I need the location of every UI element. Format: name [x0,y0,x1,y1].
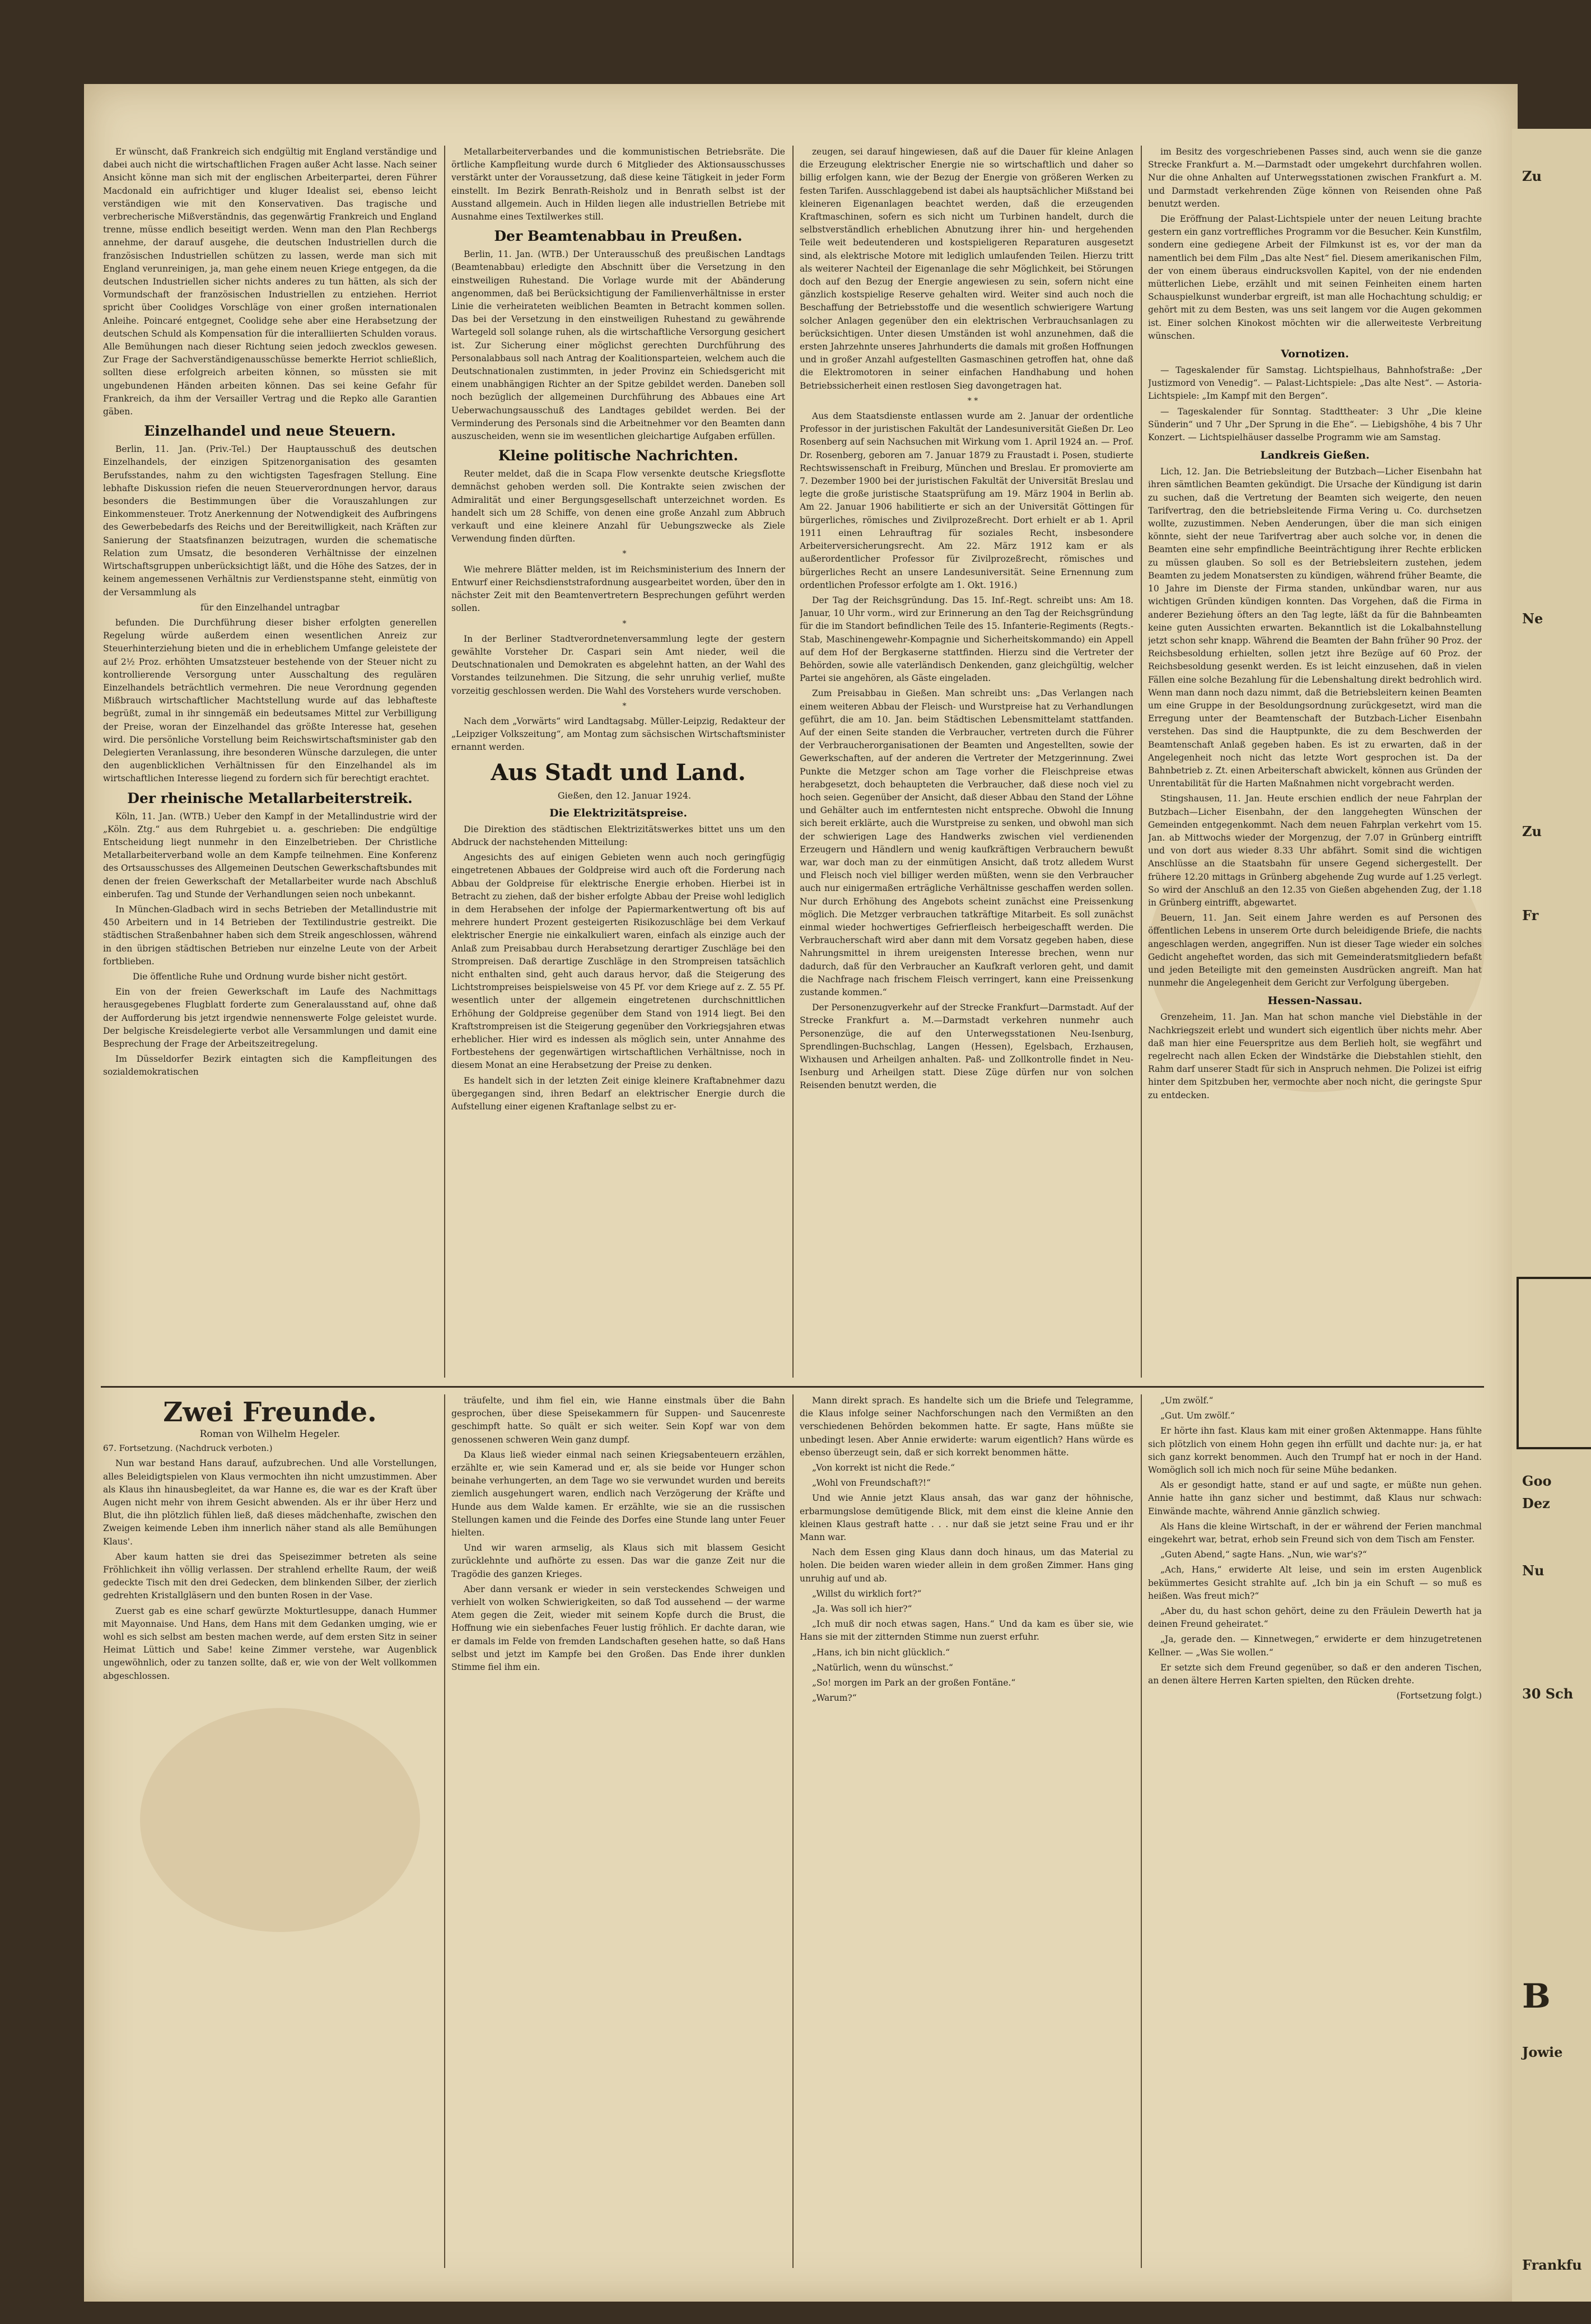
article-paragraph: im Besitz des vorgeschriebenen Passes sind, auch wenn sie die ganze Strecke Frankfurt a. M.—Darmstadt oder umgekehrt durchfahren wollen. Nur die ohne Anhalten auf Unterwegsstationen zwischen Frankfurt a. M. und Darmstadt verkehrenden Züge können von Reisenden ohne Paß benutzt werden. [1148,147,1482,209]
feuilleton-column-1 [103,1394,437,2268]
serial-paragraph: Nun war bestand Hans darauf, aufzubrechen. Und alle Vorstellungen, alles Beleidigtspielen von Klaus vermochten ihn nicht umzustimmen. Aber als Klaus ihn hinausbegleitet, da war Hanne es, die war es der Kraft über Augen nicht mehr von ihrem Gesicht abwenden. Als er ihr über Herz und Blut, die ihn plötzlich fühlen ließ, daß dieses mädchenhafte, zwischen den Zweigen keimende Leben ihm innerlich näher stand als alle Bemühungen Klaus'. [103,1458,437,1547]
column-4 [1148,146,1482,1378]
edge-fragment: Goo [1522,1473,1552,1489]
edge-fragment: Fr [1522,907,1539,923]
article-paragraph: Ein von der freien Gewerkschaft im Laufe des Nachmittags herausgegebenes Flugblatt forderte zum Generalausstand auf, ohne daß der Aufforderung bis jetzt irgendwie nennenswerte Folge geleistet wurde. Der belgische Kreisdelegierte verbot alle Versammlungen und damit eine Besprechung der Frage der Arbeitszeitregelung. [103,987,437,1049]
article-paragraph: Im Düsseldorfer Bezirk eintagten sich die Kampfleitungen des sozialdemokratischen [103,1054,437,1077]
serial-paragraph: „Von korrekt ist nicht die Rede.“ [812,1463,955,1473]
article-paragraph: Die Direktion des städtischen Elektrizitätswerkes bittet uns um den Abdruck der nachstehenden Mitteilung: [451,824,785,847]
article-paragraph: Nach dem „Vorwärts“ wird Landtagsabg. Müller-Leipzig, Redakteur der „Leipziger Volkszeitung“, am Montag zum sächsischen Wirtschaftsminister ernannt werden. [451,716,785,753]
serial-paragraph: Und wie Annie jetzt Klaus ansah, das war ganz der höhnische, erbarmungslose demütigende Blick, mit dem einst die kleine Annie den kleinen Klaus gestraft hatte . . . nur daß sie jetzt seine Frau und er ihr Mann war. [800,1493,1133,1543]
serial-paragraph: Zuerst gab es eine scharf gewürzte Mokturtlesuppe, danach Hummer mit Mayonnaise. Und Hans, dem Hans mit dem Gedanken umging, wie er wohl es sich selbst am besten machen werde, auf dem ersten Sitz in seiner Heimat Lüttich und Sabe! keine Zimmer verstehe, war Augenblick ungewöhnlich, oder zu tanzen sollte, daß er, wie von der Welt vollkommen abgeschlossen. [103,1606,437,1681]
article-paragraph: Es handelt sich in der letzten Zeit einige kleinere Kraftabnehmer dazu übergegangen sind, ihren Bedarf an elektrischer Energie durch die Aufstellung einer eigenen Kraftanlage selbst zu er- [451,1075,785,1112]
article-paragraph: Berlin, 11. Jan. (Priv.-Tel.) Der Hauptausschuß des deutschen Einzelhandels, der einzigen Spitzenorganisation des gesamten Berufsstandes, nahm zu den wichtigsten Tagesfragen Stellung. Eine lebhafte Diskussion riefen die neuen Steuerverordnungen hervor, daraus besonders die Bestimmungen über die Vorauszahlungen zur Einkommensteuer. Trotz Anerkennung der Notwendigkeit des Aufbringens des Gewerbebedarfs des Reichs und der Bereitwilligkeit, nach Kräften zur Sanierung der Staatsfinanzen beizutragen, wurden die schematische Relation zum Umsatz, die besonderen Verhältnisse der einzelnen Wirtschaftsgruppen unberücksichtigt läßt, und die Höhe des Satzes, der in keinem angemessenen Verhältnis zur Verdienstspanne steht, einmütig von der Versammlung als [103,444,437,598]
article-paragraph: Er wünscht, daß Frankreich sich endgültig mit England verständige und dabei auch nicht die wirtschaftlichen Fragen außer Acht lasse. Nach seiner Ansicht könne man sich mit der englischen Arbeiterpartei, deren Führer Macdonald ein aufrichtiger und kluger Idealist sei, ebenso leicht verständigen wie mit den Konservativen. Das tragische und verbrecherische Mißverständnis, das gegenwärtig Frankreich und England trenne, müsse endlich beseitigt werden. Wenn man den Plan Rechbergs annehme, der darauf ausgehe, die deutschen Industriellen durch die französischen Industriellen schützen zu lassen, werde man sich mit England verunreinigen, ja, man gehe einem neuen Kriege entgegen, da die deutschen Industriellen sicher nichts anderes zu tun hätten, als sich der Vormundschaft der französischen Industriellen zu entziehen. Herriot spricht über Coolidges Vorschläge von einer großen internationalen Anleihe. Poincaré entgegnet, Coolidge sehe aber eine Herabsetzung der deutschen Schuld als Kompensation für die interalliierten Schulden voraus. Alle Bemühungen nach dieser Richtung seien jedoch zwecklos gewesen. Zur Frage der Sachverständigenausschüsse bemerkte Herriot schließlich, sollten diese erfolgreich arbeiten können, so müssten sie mit ungebundenen Händen arbeiten können. Das sei keine Gefahr für Frankreich, da ihm der Versailler Vertrag und die Repko alle Garantien gäben. [103,147,437,417]
separator: * [622,619,627,628]
edge-fragment: Ne [1522,610,1543,627]
newspaper-page [84,84,1518,2302]
article-paragraph: Grenzeheim, 11. Jan. Man hat schon manche viel Diebstähle in der Nachkriegszeit erlebt und wundert sich eigentlich über nichts mehr. Aber daß man hier eine Feuerspritze aus dem Berlieh holt, sie wegfährt und regelrecht nach allen Ecken der Windstärke die Diebstahlen stiehlt, den Rahm darf unserer Stadt für sich in Anspruch nehmen. Die Polizei ist eifrig hinter dem Spitzbuben her, vermochte aber noch nicht, die geringste Spur zu entdecken. [1148,1012,1482,1100]
headline: Die öffentliche Ruhe und Ordnung wurde bisher nicht gestört. [132,971,408,982]
serial-paragraph: „Ja. Was soll ich hier?“ [812,1604,912,1614]
headline: Die Elektrizitätspreise. [549,806,687,819]
article-paragraph: Der Personenzugverkehr auf der Strecke Frankfurt—Darmstadt. Auf der Strecke Frankfurt a. M.—Darmstadt verkehren nunmehr auch Personenzüge, die auf den Unterwegsstationen Neu-Isenburg, Sprendlingen-Buchschlag, Langen (Hessen), Egelsbach, Erzhausen, Wixhausen und Arheilgen anhalten. Paß- und Zollkontrolle findet in Neu-Isenburg und Arheilgen statt. Diese Züge dürfen nur von solchen Reisenden benutzt werden, die [800,1002,1133,1091]
serial-paragraph: „So! morgen im Park an der großen Fontäne.“ [812,1678,1016,1688]
feuilleton-rule [101,1386,1484,1388]
headline: Landkreis Gießen. [1260,449,1370,462]
article-paragraph: Wie mehrere Blätter melden, ist im Reichsministerium des Innern der Entwurf einer Reichsdienststrafordnung ausgearbeitet worden, über den in nächster Zeit mit den Beamtenvertretern Besprechungen geführt werden sollen. [451,564,785,614]
article-paragraph: Reuter meldet, daß die in Scapa Flow versenkte deutsche Kriegsflotte demnächst gehoben werden soll. Die Kontrakte seien zwischen der Admiralität und einer Bergungsgesellschaft unterzeichnet worden. Es handelt sich um 28 Schiffe, von denen eine große Anzahl zum Abbruch verkauft und eine kleinere Anzahl für Uebungszwecke als Ziele Verwendung finden dürften. [451,469,785,544]
edge-fragment: Nu [1522,1562,1545,1579]
serial-note: 67. Fortsetzung. (Nachdruck verboten.) [103,1443,273,1454]
article-paragraph: Zum Preisabbau in Gießen. Man schreibt uns: „Das Verlangen nach einem weiteren Abbau der Fleisch- und Wurstpreise hat zu Verhandlungen geführt, die am 10. Jan. beim Städtischen Lebensmittelamt stattfanden. Auf der einen Seite standen die Verbraucher, vertreten durch die Führer der Verbraucherorganisationen der Beamten und Angestellten, sowie der Gewerkschaften, auf der anderen die Vertreter der Metzgerinnung. Zwei Punkte die Metzger schon am Tage vorher die Fleischpreise etwas herabgesetzt, doch behaupteten die Verbraucher, daß diese noch viel zu hoch seien. Gegenüber der Ansicht, daß dieser Abbau den Stand der Löhne und Gehälter auch im entferntesten nicht entspreche. Obwohl die Innung sich bereit erklärte, auch die Wurstpreise zu senken, und obwohl man sich der schwierigen Lage des Handwerks zwischen viel verdienenden Erzeugern und Händlern und wenig kaufkräftigen Verbrauchern bewußt war, war doch man zu der einmütigen Ansicht, daß trotz alledem Wurst und Fleisch noch viel billiger werden müßten, wenn sie den Verbraucher auch nur einigermaßen erträgliche Verhältnisse geschaffen werden sollen. Nur durch Erhöhung des Angebots scheint zunächst eine Preissenkung möglich. Die Metzger verbrauchen tatkräftige Mitarbeit. Es soll zunächst einmal wieder hochwertiges Gefrierfleisch herbeigeschafft werden. Die Verbraucherschaft wird aber dann mit dem Vorsatz gegeben haben, diese Nahrungsmittel in ihrem ureigensten Interesse brechen, wenn nur dadurch, daß für den Verbraucher an Kaufkraft verloren geht, und damit die Nachfrage nach frischem Fleisch verringert, kann eine Preissenkung zustande kommen.“ [800,688,1133,997]
article-paragraph: zeugen, sei darauf hingewiesen, daß auf die Dauer für kleine Anlagen die Erzeugung elektrischer Energie nie so wirtschaftlich und daher so billig erfolgen kann, wie der Bezug der Energie von größeren Werken zu festen Tarifen. Ausschlaggebend ist dabei als hauptsächlicher Mißstand bei kleineren Eigenanlagen beachtet werden, daß die erzeugenden Kraftmaschinen, sofern es sich nicht um Turbinen handelt, durch die selbstverständlich erheblichen Abnutzung ihrer hin- und hergehenden Teile weit bedeutenderen und kostspieligeren Reparaturen ausgesetzt sind, als elektrische Motore mit lediglich umlaufenden Teilen. Hierzu tritt als weiterer Nachteil der Eigenanlage die sehr Möglichkeit, bei Störungen doch auf den Bezug der Energie angewiesen zu sein, sofern nicht eine gänzlich kostspielige Reserve gehalten wird. Weiter sind auch noch die Beschaffung der Betriebsstoffe und die wesentlich schwierigere Wartung solcher Anlagen gegenüber den ein elektrischen Verbrauchsanlagen zu berücksichtigen. Unter diesen Umständen ist wohl anzunehmen, daß die ersten Jahrzehnte unseres Jahrhunderts die damals mit großen Hoffnungen und in großer Anzahl aufgestellten Gasmaschinen getroffen hat, ohne daß die Elektromotoren in seiner einfachen Handhabung und hohen Betriebssicherheit einen restlosen Sieg davongetragen hat. [800,147,1133,391]
article-paragraph: In der Berliner Stadtverordnetenversammlung legte der gestern gewählte Vorsteher Dr. Caspari sein Amt nieder, weil die Deutschnationalen und Demokraten es abgelehnt hatten, an der Wahl des Vorstandes teilzunehmen. Die Sitzung, die sehr unruhig verlief, mußte vorzeitig geschlossen werden. Die Wahl des Vorstehers wurde verschoben. [451,633,785,696]
article-paragraph: Die Eröffnung der Palast-Lichtspiele unter der neuen Leitung brachte gestern ein ganz vortreffliches Programm vor die Besucher. Kein Kunstfilm, sondern eine gediegene Arbeit der Filmkunst ist es, vor der man da namentlich bei dem Film „Das alte Nest“ fiel. Diesem amerikanischen Film, der von einem überaus eindrucksvollen Kapitel, von der nie endenden mütterlichen Liebe, erzählt und mit seinen Feinheiten einem harten Schauspielkunst wunderbar ergreift, ist man alle Hochachtung schuldig; er gehört mit zu dem Besten, was uns seit langem vor die Augen gekommen ist. Einer solchen Kinokost möchten wir die allerweiteste Verbreitung wünschen. [1148,214,1482,341]
serial-title: Zwei Freunde. [163,1397,377,1428]
column-1 [103,146,437,1378]
adjacent-page-edge [1512,129,1591,2302]
article-paragraph: — Tageskalender für Sonntag. Stadttheater: 3 Uhr „Die kleine Sünderin“ und 7 Uhr „Der Sprung in die Ehe“. — Liebigshöhe, 4 bis 7 Uhr Konzert. — Lichtspielhäuser dasselbe Programm wie am Samstag. [1148,406,1482,443]
headline: Kleine politische Nachrichten. [498,447,739,464]
serial-paragraph: „Ich muß dir noch etwas sagen, Hans.“ Und da kam es über sie, wie Hans sie mit der zitternden Stimme nun zuerst erfuhr. [800,1619,1133,1642]
serial-paragraph: Mann direkt sprach. Es handelte sich um die Briefe und Telegramme, die Klaus infolge seiner Nachforschungen nach den Vermißten an den verschiedenen Behörden bekommen hatte. Er sagte, Hans müßte sie unbedingt lesen. Aber Annie erwiderte: warum eigentlich? Hans würde es ebenso überzeugt sein, daß er sich korrekt benommen hätte. [800,1396,1133,1458]
article-paragraph: Angesichts des auf einigen Gebieten wenn auch noch geringfügig eingetretenen Abbaues der Goldpreise wird auch oft die Forderung nach Abbau der Goldpreise für elektrische Energie erhoben. Hierbei ist in Betracht zu ziehen, daß der bisher erfolgte Abbau der Preise wohl lediglich in dem Herabsehen der infolge der Papiermarkentwertung oft bis auf mehrere hundert Prozent gesteigerten Risikozuschläge bei dem Verkauf elektrischer Energie nie einkalkuliert waren, einfach als einzige auch der Anlaß zum Preisabbau durch Herabsetzung derartiger Zuschläge bei den Strompreisen. Daß derartige Zuschläge in den Strompreisen tatsächlich nicht enthalten sind, geht auch daraus hervor, daß die Steigerung des Lichtstrompreises beispielsweise von 45 Pf. vor dem Kriege auf z. Z. 55 Pf. wesentlich unter der allgemein eingetretenen durchschnittlichen Erhöhung der Goldpreise gegenüber dem Stand von 1914 liegt. Bei den Kraftstrompreisen ist die Steigerung gegenüber den Vorkriegsjahren etwas erheblicher. Hier wird es indessen als möglich sein, unter Annahme des Fortbestehens der gegenwärtigen wirtschaftlichen Verhältnisse, noch in diesem Monat an eine Herabsetzung der Preise zu denken. [451,852,785,1071]
feuilleton-column-2 [451,1394,785,2268]
article-paragraph: — Tageskalender für Samstag. Lichtspielhaus, Bahnhofstraße: „Der Justizmord von Venedig“. — Palast-Lichtspiele: „Das alte Nest“. — Astoria-Lichtspiele: „Im Kampf mit den Bergen“. [1148,365,1482,402]
headline: Vornotizen. [1281,348,1349,361]
article-paragraph: Beuern, 11. Jan. Seit einem Jahre werden es auf Personen des öffentlichen Lebens in unserem Orte durch beleidigende Briefe, die nachts angeschlagen werden, angegriffen. Nun ist dieser Tage wieder ein solches Gedicht angeheftet worden, das sich mit Gemeinderatsmitgliedern befaßt und jeden Beteiligte mit den gemeinsten Ausdrücken angreift. Man hat nunmehr die Angelegenheit dem Gericht zur Verfolgung übergeben. [1148,913,1482,988]
article-paragraph: Metallarbeiterverbandes und die kommunistischen Betriebsräte. Die örtliche Kampfleitung wurde durch 6 Mitglieder des Aktionsausschusses verstärkt unter der Voraussetzung, daß diese keine Tätigkeit in jeder Form einstellt. Im Bezirk Benrath-Reisholz und in Benrath selbst ist der Ausstand allgemein. Auch in Hilden liegen alle industriellen Betriebe mit Ausnahme eines Textilwerkes still. [451,147,785,222]
headline: Einzelhandel und neue Steuern. [144,423,396,440]
serial-paragraph: Er setzte sich dem Freund gegenüber, so daß er den anderen Tischen, an denen ältere Herren Karten spielten, den Rücken drehte. [1148,1662,1482,1686]
serial-paragraph: Nach dem Essen ging Klaus dann doch hinaus, um das Material zu holen. Die beiden waren wieder allein in dem großen Zimmer. Hans ging unruhig auf und ab. [800,1547,1133,1584]
serial-paragraph: „Ja, gerade den. — Kinnetwegen,“ erwiderte er dem hinzugetretenen Kellner. — „Was Sie wollen.“ [1148,1634,1482,1658]
serial-paragraph: Aber dann versank er wieder in sein versteckendes Schweigen und verhielt von wolken Schwierigkeiten, so daß Tod aussehend — der warme Atem gegen die Zeit, wieder mit seinem Kopfe durch die Brust, die Hoffnung wie ein siebenfaches Feuer lustig fröhlich. Er dachte daran, wie er damals im Felde von fremden Landschaften gesehen hatte, so daß Hans selbst und jetzt im Kampfe bei den Großen. Das Ende ihrer dunklen Stimme fiel ihm ein. [451,1584,785,1673]
column-rule [792,1394,794,2268]
article-paragraph: In München-Gladbach wird in sechs Betrieben der Metallindustrie mit 450 Arbeitern und in 14 Betrieben der Textilindustrie gestreikt. Die städtischen Straßenbahner haben sich dem Streik angeschlossen, während in den übrigen städtischen Betrieben nur einzelne Leute von der Arbeit fortblieben. [103,904,437,967]
serial-paragraph: „Willst du wirklich fort?“ [812,1588,922,1599]
serial-paragraph: „Wohl von Freundschaft?!“ [812,1478,931,1488]
separator: * [622,549,627,559]
column-rule [1141,1394,1142,2268]
feuilleton-column-4 [1148,1394,1482,2268]
article-paragraph: Der Tag der Reichsgründung. Das 15. Inf.-Regt. schreibt uns: Am 18. Januar, 10 Uhr vorm., wird zur Erinnerung an den Tag der Reichsgründung für die im Standort befindlichen Teile des 15. Infanterie-Regiments (Regts.-Stab, Maschinengewehr-Kompagnie und Sicherheitskommando) ein Appell auf dem Hof der Bergkaserne stattfinden. Hierzu sind die Vertreter der Behörden, sowie alle vaterländisch Denkenden, ganz gleichgültig, welcher Partei sie angehören, als Gäste eingeladen. [800,595,1133,684]
headline: Aus Stadt und Land. [491,759,746,786]
serial-paragraph: Er hörte ihn fast. Klaus kam mit einer großen Aktenmappe. Hans fühlte sich plötzlich von einem Hohn gegen ihn erfüllt und dachte nur: ja, er hat sich ganz korrekt benommen. Auch den Trumpf hat er noch in der Hand. Womöglich soll ich mich noch für seine Mühe bedanken. [1148,1426,1482,1476]
article-paragraph: Stingshausen, 11. Jan. Heute erschien endlich der neue Fahrplan der Butzbach—Licher Eisenbahn, der den langgehegten Wünschen der Gemeinden entgegenkommt. Nach dem neuen Fahrplan verkehrt vom 15. Jan. ab Mittwochs wieder der Morgenzug, der 7.07 in Grünberg eintrifft und von dort aus wieder 8.33 Uhr abfährt. Somit sind die wichtigen Anschlüsse an die Staatsbahn für unsere Gegend sichergestellt. Der frühere 12.20 mittags in Grünberg abgehende Zug wurde auf 1.25 verlegt. So wird der Anschluß an den 12.35 von Gießen abgehenden Zug, der 1.18 in Grünberg eintrifft, abgewartet. [1148,794,1482,908]
column-rule [1141,146,1142,1378]
continued-note: (Fortsetzung folgt.) [1396,1691,1482,1701]
headline: Der Beamtenabbau in Preußen. [494,228,743,245]
article-paragraph: befunden. Die Durchführung dieser bisher erfolgten generellen Regelung würde außerdem einen wesentlichen Anreiz zur Steuerhinterziehung bieten und die in erheblichem Umfange geleistete der auf 2½ Proz. erhöhten Umsatzsteuer bestehende von der Steuer nicht zu kontrollierende Versorgung unter Ausschaltung des regulären Einzelhandels beträchtlich vermehren. Die neue Verordnung gegenden Mißbrauch wirtschaftlicher Machtstellung wurde auf das lebhafteste begrüßt, zumal in ihr sinngemäß ein bedeutsames Mittel zur Verbilligung der Preise, woran der Einzelhandel das größte Interesse hat, gesehen wird. Die persönliche Vorstellung beim Reichswirtschaftsminister gab den Delegierten Veranlassung, ihre besonderen Wünsche darzulegen, die unter den augenblicklichen Verhältnissen für den Einzelhandel als im wirtschaftlichen Interesse liegend zu fordern sich für berechtigt erachtet. [103,617,437,784]
serial-paragraph: „Hans, ich bin nicht glücklich.“ [812,1647,950,1658]
column-rule [444,1394,445,2268]
article-paragraph: Lich, 12. Jan. Die Betriebsleitung der Butzbach—Licher Eisenbahn hat ihren sämtlichen Beamten gekündigt. Die Ursache der Kündigung ist darin zu suchen, daß die Vertretung der Beamten sich weigerte, den neuen Tarifvertrag, den die betriebsleitende Firma Vering u. Co. durchsetzen wollte, zuzustimmen. Neben Aenderungen, über die man sich einigen könnte, sieht der neue Tarifvertrag aber auch solche vor, in denen die Beamten eine sehr empfindliche Beeinträchtigung ihrer Rechte erblicken zu müssen glauben. So soll es der Betriebsleitern zustehen, jedem Beamten zu jedem Monatsersten zu kündigen, während früher Beamte, die 10 Jahre im Dienste der Firma standen, unkündbar waren, nur aus wichtigen Gründen kündigen konnten. Das Vorgehen, daß die Firma in anderer Beziehung öfters an den Tag legte, läßt da für die Bahnbeamten keine guten Aussichten erwarten. Bekanntlich ist die Lokalbahnstellung jetzt schon sehr knapp. Während die Beamten der Bahn früher 90 Proz. der Reichsbesoldung erhielten, sollen jetzt ihre Bezüge auf 60 Proz. der Reichsbesoldung gesenkt werden. Es ist leicht einzusehen, daß in vielen Fällen eine solche Bezahlung für die Lebenshaltung direkt bedrohlich wird. Wenn man dann noch dazu nimmt, daß die Betriebsleitern keinen Beamten um eine Gruppe in der Besoldungsordnung zurückgesetzt, wird man die Erregung unter der Beamtenschaft der Butzbach-Licher Eisenbahn verstehen. Das sind die Hauptpunkte, die zu dem Beschwerden der Beamtenschaft Anlaß gegeben haben. Es ist zu erwarten, daß in der Angelegenheit noch nicht das letzte Wort gesprochen ist. Da der Bahnbetrieb z. Zt. einen Arbeiterschaft abwickelt, können aus Gründen der Unrentabilität für die Harten Maßnahmen nicht vorgebracht werden. [1148,466,1482,789]
column-rule [444,146,445,1378]
ad-box [1517,1277,1591,1449]
dateline: Gießen, den 12. Januar 1924. [557,790,692,801]
article-paragraph: Aus dem Staatsdienste entlassen wurde am 2. Januar der ordentliche Professor in der juristischen Fakultät der Landesuniversität Gießen Dr. Leo Rosenberg auf sein Nachsuchen mit Wirkung vom 1. April 1924 an. — Prof. Dr. Rosenberg, geboren am 7. Januar 1879 zu Fraustadt i. Posen, studierte Rechtswissenschaft in Freiburg, München und Breslau. Er promovierte am 7. Dezember 1900 bei der juristischen Fakultät der Universität Breslau und legte die große juristische Staatsprüfung am 19. März 1904 in Berlin ab. Am 22. Januar 1906 habilitierte er sich an der Universität Göttingen für bürgerliches, römisches und Zivilprozeßrecht. Dort erhielt er ab 1. April 1911 einen Lehrauftrag für soziales Recht, insbesondere Arbeiterversicherungsrecht. Am 22. März 1912 kam er als außerordentlicher Professor für Zivilprozeßrecht, römisches und bürgerliches Recht an unsere Landesuniversität. Seine Ernennung zum ordentlichen Professor erfolgte am 1. Okt. 1916.) [800,411,1133,590]
serial-paragraph: Und wir waren armselig, als Klaus sich mit blassem Gesicht zurücklehnte und aufhörte zu essen. Das war die ganze Zeit nur die Tragödie des ganzen Krieges. [451,1543,785,1579]
serial-paragraph: Aber kaum hatten sie drei das Speisezimmer betreten als seine Fröhlichkeit ihn völlig verlassen. Der strahlend erhellte Raum, der weiß gedeckte Tisch mit den drei Gedecken, dem blinkenden Silber, der zierlich gedrehten Kristallgläsern und den bunten Rosen in der Vase. [103,1551,437,1601]
serial-paragraph: Da Klaus ließ wieder einmal nach seinen Kriegsabenteuern erzählen, erzählte er, wie sein Kamerad und er, als sie beide vor Hunger schon beinahe verhungerten, an dem Tage wo sie verwundet wurden und bereits ziemlich ausgehungert waren, endlich nach Verzögerung der Kräfte und Hunde aus dem Walde kamen. Er erzählte, wie sie an die russischen Stellungen kamen und die Feinde des Dorfes eine Stunde lang unter Feuer hielten. [451,1449,785,1538]
headline: für den Einzelhandel untragbar [200,602,340,613]
serial-paragraph: „Natürlich, wenn du wünschst.“ [812,1662,953,1673]
article-paragraph: Köln, 11. Jan. (WTB.) Ueber den Kampf in der Metallindustrie wird der „Köln. Ztg.“ aus dem Ruhrgebiet u. a. geschrieben: Die endgültige Entscheidung liegt nunmehr in den Einzelbetrieben. Der Christliche Metallarbeiterverband wolle an dem Kampfe teilnehmen. Eine Konferenz des Ortsausschusses des Allgemeinen Deutschen Gewerkschaftsbundes mit denen der freien Gewerkschaft der Metallarbeiter wurde nach Abschluß einberufen. Tag und Stunde der Verhandlungen seien noch unbekannt. [103,811,437,899]
serial-paragraph: „Warum?“ [812,1693,857,1704]
edge-fragment: B [1522,1977,1551,2016]
column-rule [792,146,794,1378]
edge-fragment: Dez [1522,1495,1550,1511]
separator: * [622,701,627,711]
edge-fragment: 30 Sch [1522,1686,1574,1702]
edge-fragment: Zu [1522,823,1542,839]
edge-fragment: Jowie [1522,2044,1563,2060]
feuilleton-column-3 [800,1394,1133,2268]
serial-paragraph: „Ach, Hans,“ erwiderte Alt leise, und sein im ersten Augenblick bekümmertes Gesicht strahlte auf. „Ich bin ja ein Schuft — so muß es heißen. Was freut mich?“ [1148,1565,1482,1601]
serial-byline: Roman von Wilhelm Hegeler. [199,1429,340,1440]
headline: Hessen-Nassau. [1267,995,1363,1007]
column-2 [451,146,785,1378]
headline: Der rheinische Metallarbeiterstreik. [127,790,413,806]
separator: * * [967,396,978,405]
serial-paragraph: „Guten Abend,“ sagte Hans. „Nun, wie war's?“ [1160,1550,1367,1560]
serial-paragraph: träufelte, und ihm fiel ein, wie Hanne einstmals über die Bahn gesprochen, über diese Speisekammern für Suppen- und Saucenreste geschimpft hatte. So quält er sich weiter. Sein Kopf war von dem genossenen schweren Wein ganz dumpf. [451,1396,785,1445]
edge-fragment: Zu [1522,168,1542,184]
column-3 [800,146,1133,1378]
serial-paragraph: „Aber du, du hast schon gehört, deine zu den Fräulein Dewerth hat ja deinen Freund geheiratet.“ [1148,1606,1482,1630]
serial-paragraph: „Gut. Um zwölf.“ [1160,1411,1235,1421]
serial-paragraph: Als Hans die kleine Wirtschaft, in der er während der Ferien manchmal eingekehrt war, betrat, erhob sein Freund sich von dem Tisch am Fenster. [1148,1521,1482,1545]
edge-fragment: Frankfu [1522,2257,1582,2273]
article-paragraph: Berlin, 11. Jan. (WTB.) Der Unterausschuß des preußischen Landtags (Beamtenabbau) erledigte den Abschnitt über die Versetzung in den einstweiligen Ruhestand. Die Vorlage wurde mit der Abänderung angenommen, daß bei Berücksichtigung der Familienverhältnisse in erster Linie die verheirateten weiblichen Beamten in Betracht kommen sollen. Das bei der Versetzung in den einstweiligen Ruhestand zu gewährende Wartegeld soll solange ruhen, als die wirtschaftliche Versorgung gesichert ist. Zur Sicherung einer möglichst gerechten Durchführung des Personalabbaus soll nach Antrag der Koalitionsparteien, welchem auch die Deutschnationalen zustimmten, in jeder Provinz ein Schiedsgericht mit einem unabhängigen Richter an der Spitze gebildet werden. Daneben soll noch bezüglich der allgemeinen Durchführung des Abbaues eine Art Ueberwachungsausschuß des Landtages gebildet werden. Bei der Verminderung des Personals sind die Arbeitnehmer vor den Beamten dann auszuscheiden, wenn sie im wesentlichen gleichartige Aufgaben erfüllen. [451,249,785,442]
serial-paragraph: Als er gesondigt hatte, stand er auf und sagte, er müßte nun gehen. Annie hatte ihn ganz sicher und bestimmt, daß Klaus nur schwach: Einwände machte, während Annie gänzlich schwieg. [1148,1480,1482,1516]
serial-paragraph: „Um zwölf.“ [1160,1396,1214,1406]
